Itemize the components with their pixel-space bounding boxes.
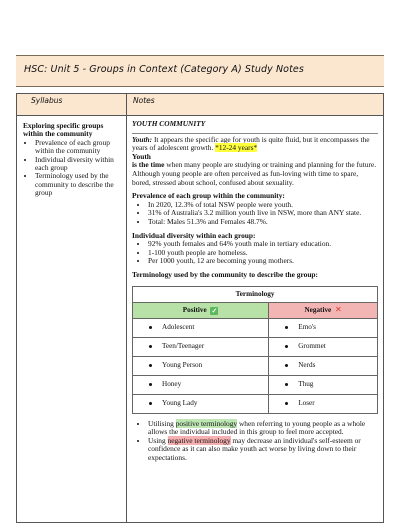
bullet-icon [285,326,288,329]
positive-header [133,302,269,318]
prevalence-list [132,201,378,227]
content-row [17,116,384,523]
diversity-item: • Per 1000 youth, 12 are becoming young mothers. [148,257,378,266]
terminology-note [148,437,378,463]
positive-term-text: Adolescent [162,323,195,332]
negative-label: Negative [304,305,332,314]
terminology-title: Terminology [133,286,378,302]
syllabus-heading: Exploring specific groups within the community [23,121,104,139]
terminology-notes-list [132,420,378,463]
positive-label: Positive [182,305,207,314]
bullet-icon [149,345,152,348]
youth-text: It appears the specific age for youth is quite fluid, but it encompasses the years of adolescent growth. [132,134,370,153]
section-divider [132,133,378,134]
positive-term-text: Teen/Teenager [162,342,205,351]
negative-term [269,337,378,356]
check-mark-icon: ✓ [211,306,218,315]
negative-term [269,356,378,375]
syllabus-item: • Prevalence of each group within the community [35,139,123,156]
diversity-list [132,240,378,266]
syllabus-header: Syllabus [17,94,127,116]
negative-header [269,302,378,318]
terminology-note [148,420,378,437]
bullet-icon [285,402,288,405]
bullet-icon [149,383,152,386]
notes-cell [127,116,384,523]
negative-term-text: Emo's [298,323,316,332]
positive-term [133,375,269,394]
positive-term-text: Young Person [162,361,203,370]
bullet-icon [149,364,152,367]
positive-term-text: Honey [162,380,182,389]
positive-term-text: Young Lady [162,399,198,408]
positive-term [133,318,269,337]
syllabus-cell [17,116,127,523]
note-text: Utilising [148,418,176,428]
note-text: may decrease an individual's self-esteem or confidence as it can also make youth act worse by living down to their expectations. [148,435,361,462]
negative-highlight: negative terminology [167,435,231,445]
diversity-heading: Individual diversity within each group: [132,230,256,240]
age-highlight: *12-24 years* [215,143,258,153]
page-title: HSC: Unit 5 - Groups in Context (Category A) Study Notes [24,64,304,75]
youth-text2: when many people are studying or training and planning for the future. Although young people are often perceived as fun-loving with time to spare, bored, stressed about school, confused about sexuality. [132,160,377,187]
negative-term-text: Loser [298,399,315,408]
youth-text2-bold: is the time [132,160,165,170]
negative-term [269,394,378,413]
notes-table [16,93,384,523]
notes-header: Notes [127,94,384,116]
negative-term-text: Nerds [298,361,316,370]
bullet-icon [285,364,288,367]
negative-term-text: Thug [298,380,314,389]
prevalence-item: • 31% of Australia's 3.2 million youth live in NSW, more than ANY state. [148,209,378,218]
prevalence-item: • In 2020, 12.3% of total NSW people were youth. [148,201,378,210]
youth-word: Youth [132,151,151,161]
syllabus-item: • Terminology used by the community to describe the group [35,172,123,197]
positive-term [133,337,269,356]
bullet-icon [149,402,152,405]
bullet-icon [285,383,288,386]
negative-term [269,375,378,394]
bullet-icon [285,345,288,348]
positive-highlight: positive terminology [175,418,238,428]
syllabus-item: • Individual diversity within each group [35,156,123,173]
note-text: Using [148,435,168,445]
syllabus-list [23,139,123,198]
terminology-heading: Terminology used by the community to describe the group: [132,269,318,279]
positive-term [133,356,269,375]
youth-paragraph-2 [132,161,378,187]
youth-label: Youth: [132,134,153,144]
prevalence-item: • Total: Males 51.3% and Females 48.7%. [148,218,378,227]
positive-term [133,394,269,413]
note-text: when referring to young people as a whole allows the individual included in this group to feel more accepted. [148,418,366,437]
diversity-item: • 92% youth females and 64% youth male in tertiary education. [148,240,378,249]
youth-paragraph [132,136,378,153]
diversity-item: • 1-100 youth people are homeless. [148,249,378,258]
header-row [17,94,384,116]
terminology-table [132,286,378,414]
prevalence-heading: Prevalence of each group within the community: [132,191,285,201]
negative-term-text: Grommet [298,342,326,351]
section-title: YOUTH COMMUNITY [132,119,206,128]
bullet-icon [149,326,152,329]
cross-mark-icon: ✕ [335,304,342,314]
negative-term [269,318,378,337]
title-band [16,55,384,87]
